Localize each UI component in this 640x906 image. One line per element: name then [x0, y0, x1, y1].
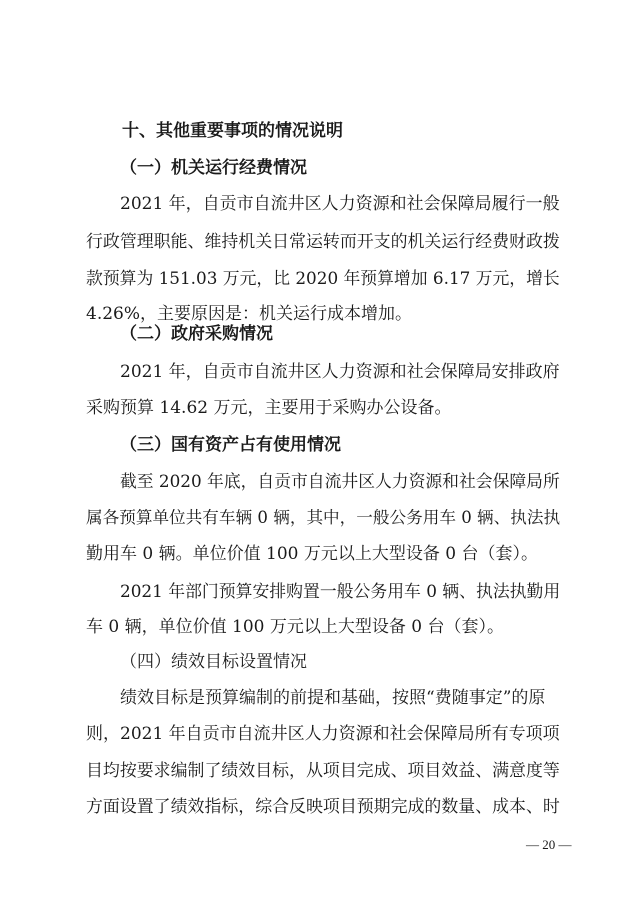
- paragraph-line: 4.26%，主要原因是：机关运行成本增加。: [86, 304, 413, 324]
- paragraph-line: 勤用车 0 辆。单位价值 100 万元以上大型设备 0 台（套）。: [86, 544, 539, 564]
- paragraph-line: 截至 2020 年底，自贡市自流井区人力资源和社会保障局所: [120, 471, 560, 491]
- paragraph-line: 方面设置了绩效指标，综合反映项目预期完成的数量、成本、时: [86, 796, 560, 816]
- paragraph-line: 绩效目标是预算编制的前提和基础，按照“费随事定”的原: [120, 688, 546, 708]
- paragraph-line: 则，2021 年自贡市自流井区人力资源和社会保障局所有专项项: [86, 724, 560, 744]
- page-number: — 20 —: [526, 837, 572, 852]
- paragraph-line: 2021 年部门预算安排购置一般公务用车 0 辆、执法执勤用: [120, 581, 561, 601]
- paragraph-line: 2021 年，自贡市自流井区人力资源和社会保障局履行一般: [120, 194, 560, 214]
- paragraph-line: 车 0 辆，单位价值 100 万元以上大型设备 0 台（套）。: [86, 617, 505, 637]
- subsection-heading-1: （一）机关运行经费情况: [120, 158, 307, 178]
- paragraph-line: 采购预算 14.62 万元，主要用于采购办公设备。: [86, 398, 452, 418]
- paragraph-line: 行政管理职能、维持机关日常运转而开支的机关运行经费财政拨: [86, 231, 560, 251]
- section-heading: 十、其他重要事项的情况说明: [122, 121, 343, 141]
- paragraph-line: 2021 年，自贡市自流井区人力资源和社会保障局安排政府: [120, 362, 560, 382]
- subsection-heading-4: （四）绩效目标设置情况: [120, 652, 307, 672]
- paragraph-line: 属各预算单位共有车辆 0 辆，其中，一般公务用车 0 辆、执法执: [86, 508, 561, 527]
- subsection-heading-3: （三）国有资产占有使用情况: [120, 435, 341, 455]
- paragraph-line: 款预算为 151.03 万元，比 2020 年预算增加 6.17 万元，增长: [86, 268, 560, 288]
- paragraph-line: 目均按要求编制了绩效目标，从项目完成、项目效益、满意度等: [86, 760, 560, 780]
- subsection-heading-2: （二）政府采购情况: [120, 324, 273, 344]
